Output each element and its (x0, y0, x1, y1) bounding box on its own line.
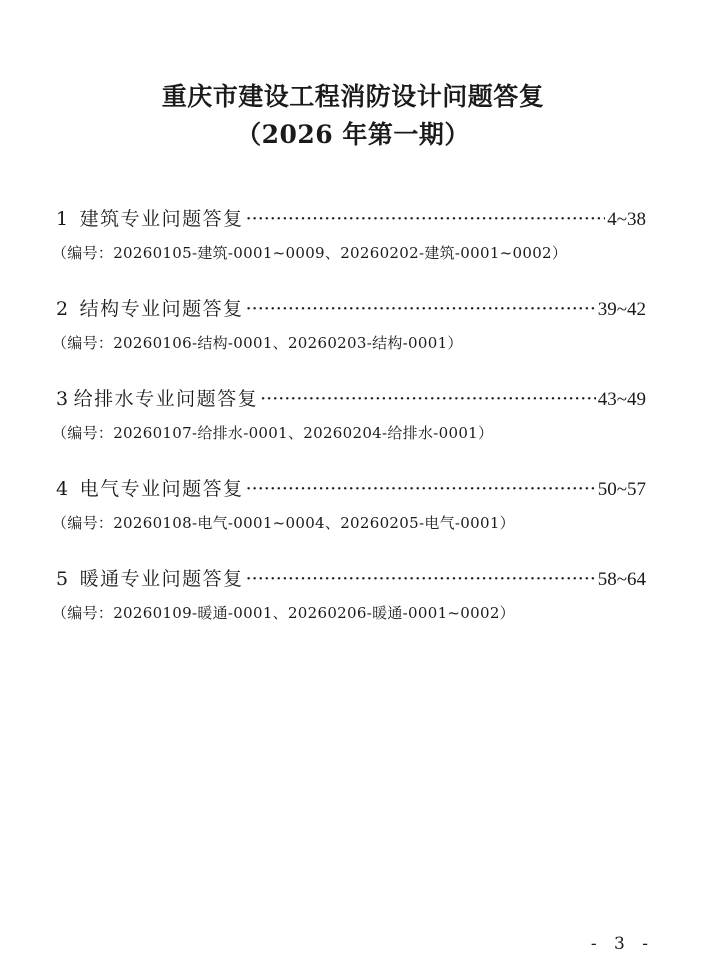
toc-page-range: 39~42 (597, 299, 646, 320)
toc-entry-title: 结构专业问题答复 (79, 298, 244, 320)
toc-entry-architecture (52, 204, 646, 294)
dot-leader (246, 568, 596, 590)
toc-entry-number: 1 (56, 208, 70, 230)
toc-entry-code: （编号：20260106-结构-0001、20260203-结构-0001） (52, 334, 463, 352)
toc-entry-electrical (52, 474, 646, 564)
toc-row[interactable] (56, 204, 646, 238)
toc-row[interactable] (56, 474, 646, 508)
toc-entry-number: 5 (56, 568, 70, 590)
toc-entry-code: （编号：20260107-给排水-0001、20260204-给排水-0001） (52, 424, 494, 442)
toc-entry-code: （编号：20260108-电气-0001~0004、20260205-电气-0001） (52, 514, 515, 532)
toc-entry-code: （编号：20260109-暖通-0001、20260206-暖通-0001~0002） (52, 604, 515, 622)
toc-entry-plumbing (52, 384, 646, 474)
toc-entry-number: 2 (56, 298, 70, 320)
toc-entry-hvac (52, 564, 646, 654)
toc-entry-title: 建筑专业问题答复 (79, 208, 244, 230)
toc-entry-title: 给排水专业问题答复 (73, 388, 259, 410)
toc-entry-number: 4 (56, 478, 70, 500)
toc-row[interactable] (56, 384, 646, 418)
dot-leader (260, 388, 596, 410)
toc-page-range: 4~38 (607, 209, 646, 230)
page-number: - 3 - (590, 934, 654, 954)
toc-page-range: 50~57 (597, 479, 646, 500)
toc-row[interactable] (56, 294, 646, 328)
title-main: 重庆市建设工程消防设计问题答复 (161, 82, 545, 111)
table-of-contents (52, 204, 646, 654)
dot-leader (246, 478, 596, 500)
toc-page-range: 43~49 (597, 389, 646, 410)
toc-entry-title: 电气专业问题答复 (79, 478, 244, 500)
title-issue: （2026 年第一期） (236, 120, 470, 149)
toc-entry-code: （编号：20260105-建筑-0001~0009、20260202-建筑-0001~0002） (52, 244, 568, 262)
dot-leader (246, 298, 596, 320)
toc-page-range: 58~64 (597, 569, 646, 590)
toc-entry-structure (52, 294, 646, 384)
toc-entry-title: 暖通专业问题答复 (79, 568, 244, 590)
toc-entry-number: 3 (56, 388, 70, 410)
document-title (0, 78, 706, 154)
dot-leader (246, 208, 606, 230)
toc-row[interactable] (56, 564, 646, 598)
